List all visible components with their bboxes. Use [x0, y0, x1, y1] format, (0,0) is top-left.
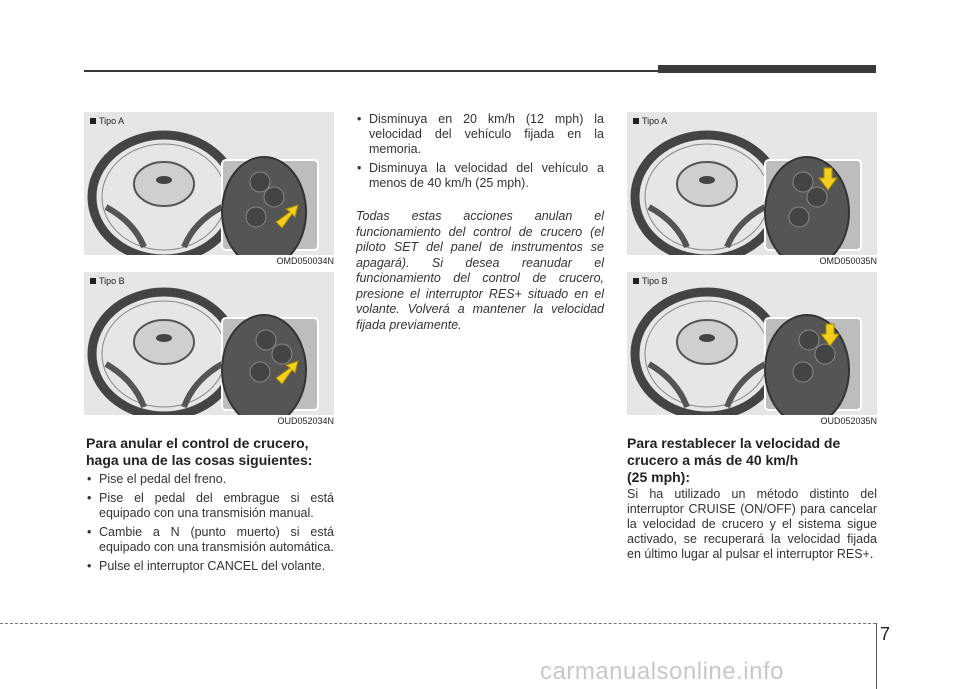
- note-paragraph: Todas estas acciones anulan el funcionamiento del control de crucero (el piloto SET del panel de instrumentos se apagará). Si desea reanudar el funcionamiento del control de crucero, presione el interruptor RES+ situado en el volante. Volverá a mantener la velocidad fijada previamente.: [356, 209, 604, 332]
- speed-bullet-list: [356, 112, 604, 195]
- resume-paragraph: Si ha utilizado un método distinto del interruptor CRUISE (ON/OFF) para cancelar la velocidad de crucero y el sistema sigue activado, se recuperará la velocidad fijada en último lugar al pulsar el interruptor RES+.: [627, 487, 877, 561]
- figure-tag: Tipo B: [633, 276, 668, 286]
- figure-tag: Tipo A: [90, 116, 124, 126]
- steering-wheel-illustration: [627, 272, 877, 415]
- list-item: • Disminuya la velocidad del vehículo a menos de 40 km/h (25 mph).: [356, 161, 604, 191]
- figure-code: OUD052034N: [277, 416, 334, 426]
- list-item: • Pulse el interruptor CANCEL del volante.: [86, 559, 334, 574]
- list-item: • Pise el pedal del freno.: [86, 472, 334, 487]
- figure-code: OMD050035N: [819, 256, 877, 266]
- figure-tipo-a-resume: [627, 112, 877, 255]
- list-item: • Cambie a N (punto muerto) si está equipado con una transmisión automática.: [86, 525, 334, 555]
- section-heading-cancel: Para anular el control de crucero, haga una de las cosas siguientes:: [86, 435, 313, 468]
- page-number: 7: [880, 624, 891, 644]
- steering-wheel-illustration: [84, 112, 334, 255]
- figure-code: OUD052035N: [820, 416, 877, 426]
- header-rule: [84, 70, 658, 72]
- footer-rule: [0, 623, 876, 624]
- steering-wheel-illustration: [84, 272, 334, 415]
- figure-tag: Tipo A: [633, 116, 667, 126]
- figure-tipo-b-cancel: [84, 272, 334, 415]
- list-item: • Disminuya en 20 km/h (12 mph) la velocidad del vehículo fijada en la memoria.: [356, 112, 604, 157]
- list-item: • Pise el pedal del embrague si está equipado con una transmisión manual.: [86, 491, 334, 521]
- watermark: carmanualsonline.info: [540, 658, 784, 685]
- figure-code: OMD050034N: [276, 256, 334, 266]
- header-bar: [658, 65, 876, 73]
- section-heading-resume: Para restablecer la velocidad de crucero a más de 40 km/h (25 mph):: [627, 435, 841, 485]
- cancel-bullet-list: [86, 472, 334, 578]
- figure-tag: Tipo B: [90, 276, 125, 286]
- figure-tipo-b-resume: [627, 272, 877, 415]
- footer-divider: [876, 623, 877, 689]
- figure-tipo-a-cancel: [84, 112, 334, 255]
- steering-wheel-illustration: [627, 112, 877, 255]
